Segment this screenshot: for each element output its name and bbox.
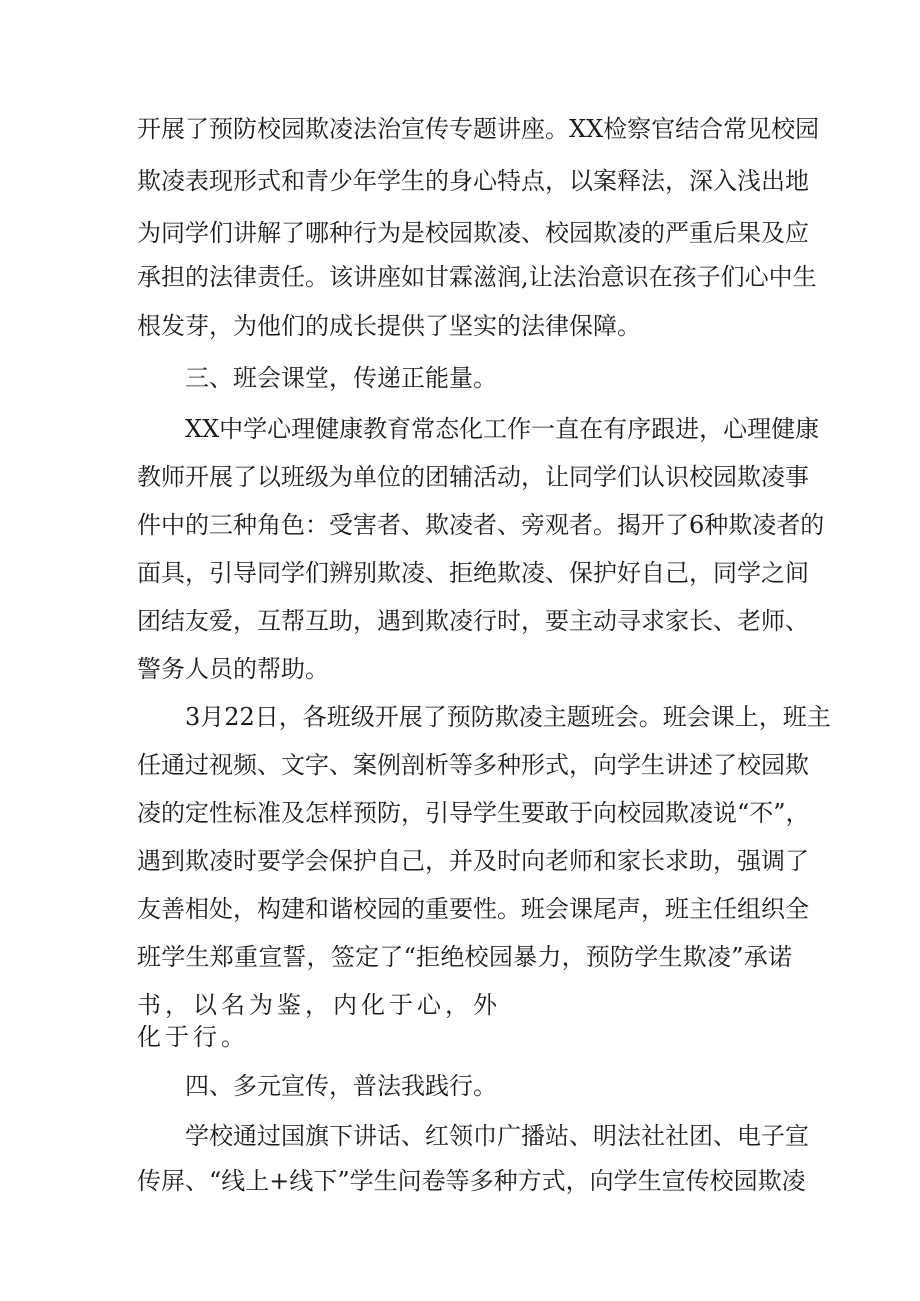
paragraph-line: 任通过视频、文字、案例剖析等多种形式，向学生讲述了校园欺: [137, 751, 809, 779]
paragraph-line: 化于行。: [137, 1023, 249, 1051]
paragraph-line: XX中学心理健康教育常态化工作一直在有序跟进，心理健康: [185, 415, 820, 443]
paragraph-line: 书，以名为鉴，内化于心，外: [137, 991, 501, 1019]
paragraph-line: 为同学们讲解了哪种行为是校园欺凌、校园欺凌的严重后果及应: [137, 219, 809, 247]
paragraph-line: 欺凌表现形式和青少年学生的身心特点，以案释法，深入浅出地: [137, 167, 809, 195]
paragraph-line: 传屏、“线上+线下”学生问卷等多种方式，向学生宣传校园欺凌: [137, 1167, 806, 1195]
paragraph-line: 3月22日，各班级开展了预防欺凌主题班会。班会课上，班主: [185, 703, 831, 731]
paragraph-line: 教师开展了以班级为单位的团辅活动，让同学们认识校园欺凌事: [137, 463, 809, 491]
paragraph-line: 遇到欺凌时要学会保护自己，并及时向老师和家长求助，强调了: [137, 847, 809, 875]
paragraph-line: 班学生郑重宣誓，签定了“拒绝校园暴力，预防学生欺凌”承诺: [137, 943, 792, 971]
paragraph-line: 警务人员的帮助。: [137, 655, 329, 683]
paragraph-line: 件中的三种角色：受害者、欺凌者、旁观者。揭开了6种欺凌者的: [137, 511, 825, 539]
section-heading: 三、班会课堂，传递正能量。: [185, 364, 497, 392]
paragraph-line: 根发芽，为他们的成长提供了坚实的法律保障。: [137, 312, 641, 340]
paragraph-line: 凌的定性标准及怎样预防，引导学生要敢于向校园欺凌说“不”，: [137, 799, 810, 827]
paragraph-line: 承担的法律责任。该讲座如甘霖滋润,让法治意识在孩子们心中生: [137, 263, 817, 291]
paragraph-line: 友善相处，构建和谐校园的重要性。班会课尾声，班主任组织全: [137, 895, 809, 923]
paragraph-line: 团结友爱，互帮互助，遇到欺凌行时，要主动寻求家长、老师、: [137, 607, 809, 635]
paragraph-line: 学校通过国旗下讲话、红领巾广播站、明法社社团、电子宣: [185, 1122, 809, 1150]
paragraph-line: 面具，引导同学们辨别欺凌、拒绝欺凌、保护好自己，同学之间: [137, 559, 809, 587]
section-heading: 四、多元宣传，普法我践行。: [185, 1072, 497, 1100]
paragraph-line: 开展了预防校园欺凌法治宣传专题讲座。XX检察官结合常见校园: [137, 115, 820, 143]
